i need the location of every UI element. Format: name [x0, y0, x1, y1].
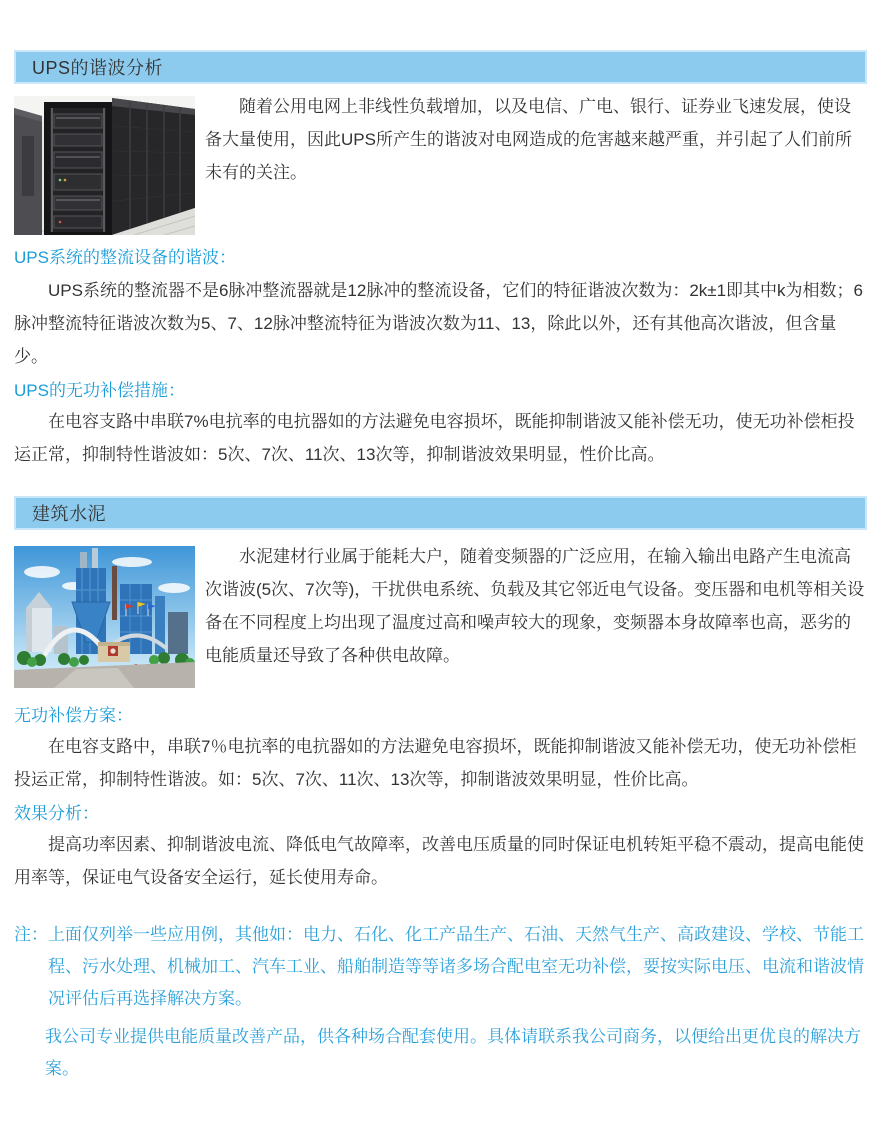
cement-intro-text: 水泥建材行业属于能耗大户，随着变频器的广泛应用，在输入输出电路产生电流高次谐波(5次、7次等)，干扰供电系统、负载及其它邻近电气设备。变压器和电机等相关设备在不同程度上均出现了温度过高和噪声较大的现象，变频器本身故障率也高，恶劣的电能质量还导致了各种供电故障。 [205, 547, 865, 665]
note-block [14, 919, 867, 1085]
cement-plant-photo [14, 546, 195, 688]
ups-rectifier-heading: UPS系统的整流设备的谐波： [14, 248, 236, 267]
cement-effect-heading: 效果分析： [14, 804, 99, 823]
note-label: 注： [14, 925, 48, 944]
section-title-cement: 建筑水泥 [32, 504, 106, 524]
section-title-ups: UPS的谐波分析 [32, 58, 164, 78]
ups-rectifier-text: UPS系统的整流器不是6脉冲整流器就是12脉冲的整流设备，它们的特征谐波次数为：2k±1即其中k为相数；6脉冲整流特征谐波次数为5、7、12脉冲整流特征为谐波次数为11、13，除此以外，还有其他高次谐波，但含量少。 [14, 281, 864, 366]
ups-intro-row [14, 96, 867, 235]
ups-compensation-heading: UPS的无功补偿措施： [14, 381, 185, 400]
section-bar-cement [14, 496, 867, 530]
note-closing-text: 我公司专业提供电能质量改善产品，供各种场合配套使用。具体请联系我公司商务，以便给出更优良的解决方案。 [45, 1027, 861, 1078]
ups-compensation-text: 在电容支路中串联7%电抗率的电抗器如的方法避免电容损坏，既能抑制谐波又能补偿无功，使无功补偿柜投运正常，抑制特性谐波如：5次、7次、11次、13次等，抑制谐波效果明显，性价比高。 [14, 412, 855, 464]
note-paragraph [14, 919, 867, 1015]
ups-intro-text: 随着公用电网上非线性负载增加，以及电信、广电、银行、证券业飞速发展，使设备大量使用，因此UPS所产生的谐波对电网造成的危害越来越严重，并引起了人们前所未有的关注。 [205, 97, 852, 182]
note-text: 上面仅列举一些应用例，其他如：电力、石化、化工产品生产、石油、天然气生产、高政建设、学校、节能工程、污水处理、机械加工、汽车工业、船舶制造等等诸多场合配电室无功补偿，要按实际电压、电流和谐波情况评估后再选择解决方案。 [48, 925, 864, 1008]
cement-effect-text: 提高功率因素、抑制谐波电流、降低电气故障率，改善电压质量的同时保证电机转矩平稳不震动，提高电能使用率等，保证电气设备安全运行，延长使用寿命。 [14, 835, 864, 887]
server-room-photo [14, 96, 195, 235]
section-bar-ups [14, 50, 867, 84]
cement-intro-row [14, 546, 867, 688]
cement-compensation-text: 在电容支路中，串联7％电抗率的电抗器如的方法避免电容损坏，既能抑制谐波又能补偿无功，使无功补偿柜投运正常，抑制特性谐波。如：5次、7次、11次、13次等，抑制谐波效果明显，性价比高。 [14, 737, 857, 789]
cement-compensation-heading: 无功补偿方案： [14, 706, 133, 725]
